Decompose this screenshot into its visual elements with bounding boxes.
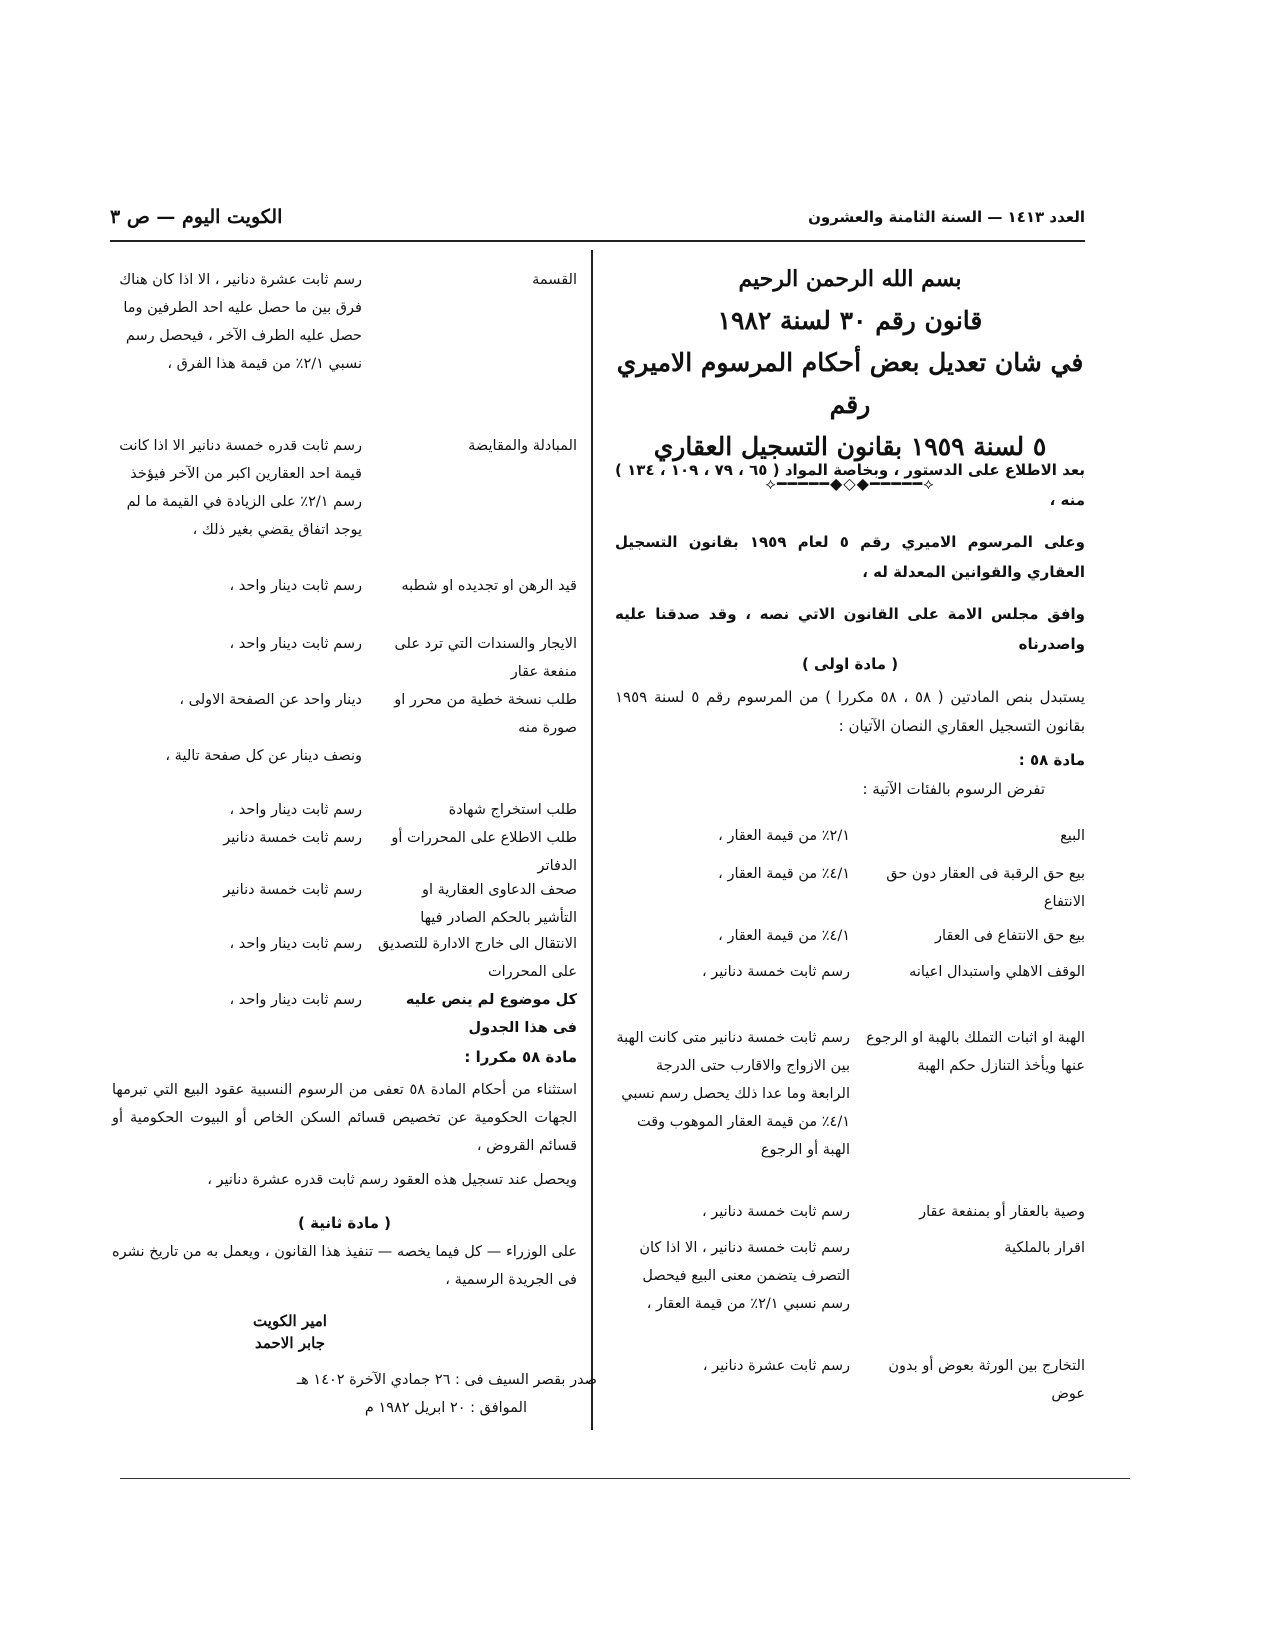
fee-item: الانتقال الى خارج الادارة للتصديق على المحررات (378, 936, 577, 980)
article-1-heading: ( مادة اولى ) (801, 655, 899, 673)
fee-amount: دينار واحد عن الصفحة الاولى ، (179, 692, 362, 708)
signature-title: امير الكويت (253, 1312, 327, 1330)
fee-amount: ٤/١٪ من قيمة العقار ، (718, 928, 850, 944)
fee-item: القسمة (532, 272, 577, 288)
issue-number: العدد ١٤١٣ — السنة الثامنة والعشرون (808, 208, 1085, 226)
fee-amount: رسم ثابت خمسة دنانير (223, 830, 362, 846)
fee-item: طلب استخراج شهادة (448, 802, 577, 818)
article-58-bis-text-1: استثناء من أحكام المادة ٥٨ تعفى من الرسوم النسبية عقود البيع التي تبرمها الجهات الحكومية عن تخصيص قسائم السكن الخاص أو البيوت الحكومية أو قسائم القروض ، (112, 1082, 577, 1154)
preamble-decree: وعلى المرسوم الاميري رقم ٥ لعام ١٩٥٩ بقانون التسجيل العقاري والقوانين المعدلة له ، (615, 533, 1085, 581)
fee-amount: رسم ثابت دينار واحد ، (229, 936, 362, 952)
fee-amount: ٤/١٪ من قيمة العقار ، (718, 866, 850, 882)
fee-item: بيع حق الرقبة فى العقار دون حق الانتفاع (886, 866, 1085, 910)
fee-item: اقرار بالملكية (1004, 1240, 1085, 1256)
fee-amount: رسم ثابت خمسة دنانير (223, 882, 362, 898)
signature-block (170, 1312, 410, 1352)
page-header (110, 204, 1085, 242)
fee-item: بيع حق الانتفاع فى العقار (935, 928, 1085, 944)
issued-gregorian: الموافق : ٢٠ ابريل ١٩٨٢ م (364, 1400, 527, 1416)
article-2-text: على الوزراء — كل فيما يخصه — تنفيذ هذا القانون ، ويعمل به من تاريخ نشره فى الجريدة الرسمية ، (112, 1244, 577, 1288)
law-title-line-2: في شان تعديل بعض أحكام المرسوم الاميري رقم (616, 348, 1084, 419)
fee-amount: رسم ثابت عشرة دنانير ، (702, 1358, 850, 1374)
article-58-intro: تفرض الرسوم بالفئات الآتية : (862, 780, 1045, 798)
fee-item: البيع (1060, 828, 1085, 844)
fee-item: المبادلة والمقايضة (468, 438, 577, 454)
fee-amount: ونصف دينار عن كل صفحة تالية ، (165, 748, 362, 764)
fee-item: التخارج بين الورثة بعوض أو بدون عوض (888, 1358, 1085, 1402)
fee-amount: رسم ثابت خمسة دنانير ، (701, 964, 850, 980)
ornament-divider: ⟡━━━━━◆◇◆━━━━━⟡ (765, 474, 935, 493)
signature-name: جابر الاحمد (254, 1334, 326, 1352)
article-58-bis-text-2: ويحصل عند تسجيل هذه العقود رسم ثابت قدره عشرة دنانير ، (207, 1172, 577, 1188)
article-58-bis (112, 1042, 577, 1194)
law-title-line-1: قانون رقم ٣٠ لسنة ١٩٨٢ (717, 306, 983, 335)
issued-hijri: صدر بقصر السيف فى : ٢٦ جمادي الآخرة ١٤٠٢ هـ (296, 1372, 597, 1388)
article-58-heading: مادة ٥٨ : (1018, 751, 1085, 769)
fee-item: كل موضوع لم ينص عليه فى هذا الجدول (405, 992, 577, 1036)
fee-amount: رسم ثابت خمسة دنانير متى كانت الهبة بين الازواج والاقارب حتى الدرجة الرابعة وما عدا ذلك يحصل رسم نسبي ٤/١٪ من قيمة العقار الموهوب وقت الهبة أو الرجوع (616, 1030, 850, 1158)
bottom-rule (120, 1478, 1130, 1479)
preamble-constitution: بعد الاطلاع على الدستور ، وبخاصة المواد ( ٦٥ ، ٧٩ ، ١٠٩ ، ١٣٤ ) منه ، (615, 461, 1085, 509)
article-2 (112, 1214, 577, 1294)
fee-item: طلب نسخة خطية من محرر او صورة منه (394, 692, 577, 736)
preamble (615, 455, 1085, 659)
basmala: بسم الله الرحمن الرحيم (738, 266, 962, 292)
fee-amount: رسم ثابت دينار واحد ، (229, 992, 362, 1008)
article-2-heading: ( مادة ثانية ) (298, 1214, 391, 1232)
newspaper-page: الكويت اليوم — ص ٣ (110, 206, 283, 228)
column-divider (591, 250, 593, 1430)
fee-item: وصية بالعقار أو بمنفعة عقار (919, 1204, 1085, 1220)
preamble-assembly: وافق مجلس الامة على القانون الاتي نصه ، وقد صدقنا عليه واصدرناه (615, 605, 1085, 653)
fee-amount: رسم ثابت قدره خمسة دنانير الا اذا كانت قيمة احد العقارين اكبر من الآخر فيؤخذ رسم ٢/١٪ على الزيادة في القيمة ما لم يوجد اتفاق يقضي بغير ذلك ، (119, 438, 362, 538)
article-1 (615, 655, 1085, 804)
fee-amount: ٢/١٪ من قيمة العقار ، (718, 828, 850, 844)
fee-amount: رسم ثابت عشرة دنانير ، الا اذا كان هناك فرق بين ما حصل عليه احد الطرفين وما حصل عليه الطرف الآخر ، فيحصل رسم نسبي ٢/١٪ من قيمة هذا الفرق ، (119, 272, 362, 372)
fee-item: الايجار والسندات التي ترد على منفعة عقار (394, 636, 577, 680)
fee-amount: رسم ثابت دينار واحد ، (229, 578, 362, 594)
article-1-text: يستبدل بنص المادتين ( ٥٨ ، ٥٨ مكررا ) من المرسوم رقم ٥ لسنة ١٩٥٩ بقانون التسجيل العقاري النصان الآتيان : (615, 688, 1086, 735)
fee-amount: رسم ثابت خمسة دنانير ، (701, 1204, 850, 1220)
law-title-line-3: ٥ لسنة ١٩٥٩ بقانون التسجيل العقاري (653, 432, 1047, 461)
fee-amount: رسم ثابت دينار واحد ، (229, 802, 362, 818)
fee-item: صحف الدعاوى العقارية او التأشير بالحكم الصادر فيها (420, 882, 577, 926)
fee-item: الهبة او اثبات التملك بالهبة او الرجوع عنها ويأخذ التنازل حكم الهبة (866, 1030, 1085, 1074)
fee-item: قيد الرهن او تجديده او شطبه (401, 578, 577, 594)
fee-amount: رسم ثابت دينار واحد ، (229, 636, 362, 652)
issue-date-block (112, 1366, 597, 1422)
fee-item: الوقف الاهلي واستبدال اعيانه (909, 964, 1085, 980)
article-58-bis-heading: مادة ٥٨ مكررا : (464, 1048, 577, 1066)
fee-item: طلب الاطلاع على المحررات أو الدفاتر (391, 830, 577, 874)
fee-amount: رسم ثابت خمسة دنانير ، الا اذا كان التصرف يتضمن معنى البيع فيحصل رسم نسبي ٢/١٪ من قيمة العقار ، (639, 1240, 850, 1312)
